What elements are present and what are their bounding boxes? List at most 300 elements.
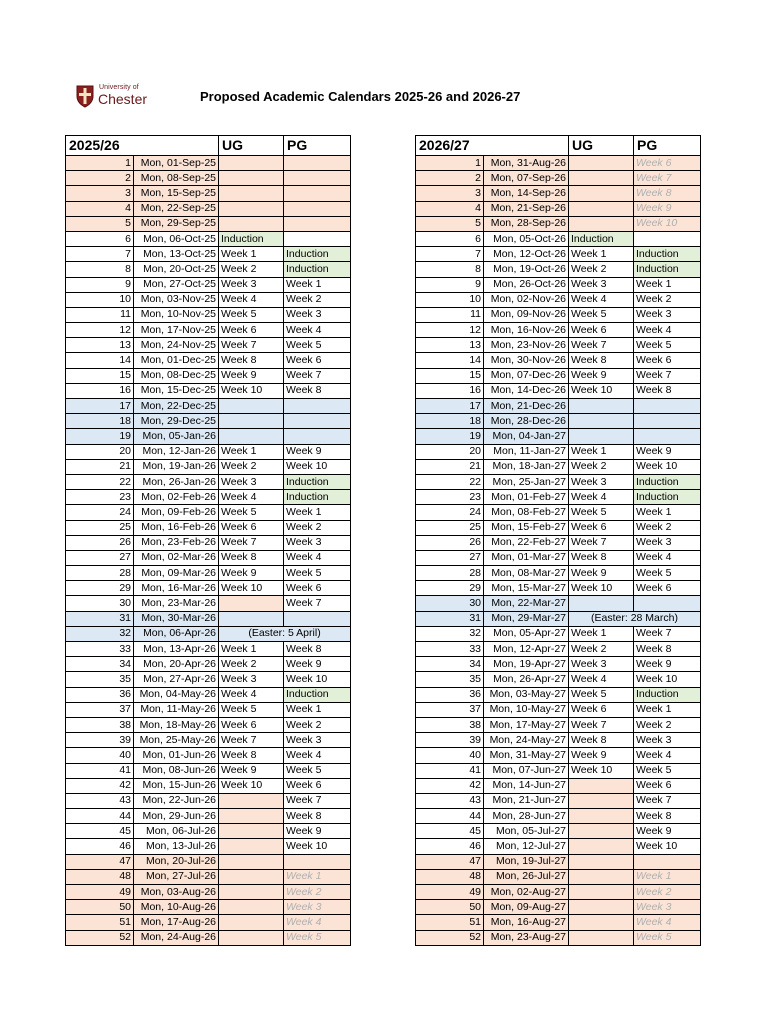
date-cell: Mon, 19-Jan-26: [134, 459, 219, 474]
date-cell: Mon, 13-Jul-26: [134, 839, 219, 854]
date-cell: Mon, 18-Jan-27: [484, 459, 569, 474]
table-row: [66, 307, 351, 322]
ug-cell: [569, 596, 634, 611]
pg-cell: Week 9: [634, 444, 701, 459]
ug-header: UG: [219, 136, 284, 156]
pg-cell: [284, 156, 351, 171]
pg-cell: [634, 399, 701, 414]
pg-header: PG: [634, 136, 701, 156]
ug-cell: [569, 839, 634, 854]
pg-cell: [634, 429, 701, 444]
week-number-cell: 18: [66, 414, 134, 429]
week-number-cell: 34: [66, 657, 134, 672]
ug-cell: Week 10: [569, 383, 634, 398]
week-number-cell: 41: [416, 763, 484, 778]
week-number-cell: 30: [416, 596, 484, 611]
table-row: [416, 368, 701, 383]
pg-cell: Week 6: [284, 581, 351, 596]
table-row: [416, 550, 701, 565]
week-number-cell: 45: [416, 824, 484, 839]
table-row: [416, 581, 701, 596]
week-number-cell: 35: [416, 672, 484, 687]
table-row: [66, 915, 351, 930]
year-header: 2026/27: [416, 136, 569, 156]
date-cell: Mon, 28-Dec-26: [484, 414, 569, 429]
ug-cell: [569, 216, 634, 231]
pg-cell: Induction: [634, 490, 701, 505]
ug-cell: Week 4: [219, 292, 284, 307]
ug-cell: Week 1: [219, 642, 284, 657]
week-number-cell: 51: [66, 915, 134, 930]
date-cell: Mon, 08-Dec-25: [134, 368, 219, 383]
table-row: [66, 869, 351, 884]
table-row: [66, 353, 351, 368]
pg-cell: [634, 231, 701, 246]
week-number-cell: 44: [416, 809, 484, 824]
table-row: [416, 642, 701, 657]
week-number-cell: 11: [416, 307, 484, 322]
date-cell: Mon, 26-Oct-26: [484, 277, 569, 292]
pg-cell: [284, 611, 351, 626]
week-number-cell: 3: [416, 186, 484, 201]
pg-cell: Induction: [284, 247, 351, 262]
table-header-row: [416, 136, 701, 156]
week-number-cell: 9: [416, 277, 484, 292]
ug-cell: Week 3: [219, 672, 284, 687]
pg-cell: Week 3: [634, 733, 701, 748]
date-cell: Mon, 08-Feb-27: [484, 505, 569, 520]
table-row: [66, 399, 351, 414]
date-cell: Mon, 01-Sep-25: [134, 156, 219, 171]
date-cell: Mon, 26-Jul-27: [484, 869, 569, 884]
week-number-cell: 50: [66, 900, 134, 915]
pg-cell: Week 1: [284, 505, 351, 520]
table-row: [66, 733, 351, 748]
pg-cell: Week 5: [284, 930, 351, 945]
pg-cell: Week 8: [634, 809, 701, 824]
ug-cell: [569, 854, 634, 869]
ug-cell: Week 1: [219, 247, 284, 262]
ug-cell: Week 1: [219, 444, 284, 459]
date-cell: Mon, 27-Apr-26: [134, 672, 219, 687]
date-cell: Mon, 20-Apr-26: [134, 657, 219, 672]
ug-cell: Week 4: [569, 490, 634, 505]
pg-cell: [284, 429, 351, 444]
date-cell: Mon, 15-Dec-25: [134, 383, 219, 398]
date-cell: Mon, 19-Apr-27: [484, 657, 569, 672]
table-row: [66, 748, 351, 763]
ug-cell: Week 2: [569, 459, 634, 474]
date-cell: Mon, 20-Jul-26: [134, 854, 219, 869]
date-cell: Mon, 25-Jan-27: [484, 474, 569, 489]
pg-cell: Week 3: [284, 535, 351, 550]
date-cell: Mon, 05-Oct-26: [484, 231, 569, 246]
week-number-cell: 51: [416, 915, 484, 930]
week-number-cell: 2: [416, 171, 484, 186]
ug-cell: Week 9: [569, 748, 634, 763]
date-cell: Mon, 06-Apr-26: [134, 626, 219, 641]
week-number-cell: 24: [66, 505, 134, 520]
week-number-cell: 13: [66, 338, 134, 353]
table-row: [416, 626, 701, 641]
ug-cell: Week 8: [569, 550, 634, 565]
ug-cell: Week 2: [219, 657, 284, 672]
table-row: [66, 505, 351, 520]
date-cell: Mon, 26-Apr-27: [484, 672, 569, 687]
table-row: [66, 809, 351, 824]
date-cell: Mon, 20-Oct-25: [134, 262, 219, 277]
date-cell: Mon, 08-Mar-27: [484, 566, 569, 581]
date-cell: Mon, 23-Feb-26: [134, 535, 219, 550]
table-row: [416, 657, 701, 672]
table-row: [66, 596, 351, 611]
table-row: [66, 323, 351, 338]
table-row: [416, 292, 701, 307]
date-cell: Mon, 08-Jun-26: [134, 763, 219, 778]
date-cell: Mon, 07-Jun-27: [484, 763, 569, 778]
ug-cell: [569, 915, 634, 930]
table-row: [416, 687, 701, 702]
date-cell: Mon, 22-Jun-26: [134, 793, 219, 808]
week-number-cell: 52: [66, 930, 134, 945]
week-number-cell: 47: [66, 854, 134, 869]
pg-cell: Week 8: [634, 186, 701, 201]
university-logo: [75, 84, 159, 110]
table-row: [66, 581, 351, 596]
table-row: [66, 550, 351, 565]
ug-cell: Week 5: [569, 307, 634, 322]
ug-cell: [219, 186, 284, 201]
ug-cell: Week 3: [219, 474, 284, 489]
ug-cell: Week 1: [569, 444, 634, 459]
pg-cell: Induction: [634, 247, 701, 262]
pg-cell: Week 5: [634, 763, 701, 778]
week-number-cell: 12: [416, 323, 484, 338]
table-row: [416, 854, 701, 869]
pg-cell: Week 3: [634, 307, 701, 322]
ug-cell: [219, 201, 284, 216]
pg-cell: Week 6: [634, 353, 701, 368]
date-cell: Mon, 07-Sep-26: [484, 171, 569, 186]
pg-cell: Week 7: [634, 793, 701, 808]
ug-cell: [569, 930, 634, 945]
ug-cell: Week 9: [219, 566, 284, 581]
ug-cell: Week 7: [219, 535, 284, 550]
pg-cell: Week 8: [284, 383, 351, 398]
pg-cell: Week 6: [634, 778, 701, 793]
table-row: [416, 201, 701, 216]
ug-cell: Week 5: [569, 505, 634, 520]
date-cell: Mon, 01-Jun-26: [134, 748, 219, 763]
date-cell: Mon, 29-Jun-26: [134, 809, 219, 824]
pg-cell: Week 10: [284, 459, 351, 474]
table-row: [416, 323, 701, 338]
week-number-cell: 17: [416, 399, 484, 414]
calendar-table-2025-26: [65, 135, 351, 946]
pg-cell: Induction: [284, 490, 351, 505]
week-number-cell: 3: [66, 186, 134, 201]
date-cell: Mon, 28-Jun-27: [484, 809, 569, 824]
week-number-cell: 37: [416, 702, 484, 717]
date-cell: Mon, 27-Jul-26: [134, 869, 219, 884]
pg-cell: Week 1: [634, 277, 701, 292]
ug-cell: Week 6: [219, 717, 284, 732]
table-row: [416, 885, 701, 900]
week-number-cell: 31: [66, 611, 134, 626]
pg-cell: Week 10: [634, 216, 701, 231]
table-row: [66, 687, 351, 702]
ug-cell: [219, 429, 284, 444]
logo-line1: University of: [99, 84, 139, 91]
date-cell: Mon, 01-Dec-25: [134, 353, 219, 368]
table-row: [66, 793, 351, 808]
ug-cell: [569, 885, 634, 900]
pg-cell: Week 1: [634, 869, 701, 884]
date-cell: Mon, 01-Mar-27: [484, 550, 569, 565]
ug-cell: Week 5: [569, 687, 634, 702]
date-cell: Mon, 31-Aug-26: [484, 156, 569, 171]
ug-cell: Week 5: [219, 702, 284, 717]
week-number-cell: 50: [416, 900, 484, 915]
week-number-cell: 29: [416, 581, 484, 596]
week-number-cell: 39: [66, 733, 134, 748]
table-row: [416, 702, 701, 717]
date-cell: Mon, 11-May-26: [134, 702, 219, 717]
ug-cell: Week 6: [219, 520, 284, 535]
table-row: [66, 414, 351, 429]
date-cell: Mon, 29-Sep-25: [134, 216, 219, 231]
ug-cell: Week 9: [219, 763, 284, 778]
date-cell: Mon, 29-Dec-25: [134, 414, 219, 429]
table-row: [416, 231, 701, 246]
week-number-cell: 29: [66, 581, 134, 596]
pg-cell: Week 7: [284, 596, 351, 611]
page-title: Proposed Academic Calendars 2025-26 and 2026-27: [200, 89, 521, 104]
date-cell: Mon, 14-Jun-27: [484, 778, 569, 793]
date-cell: Mon, 13-Apr-26: [134, 642, 219, 657]
date-cell: Mon, 12-Oct-26: [484, 247, 569, 262]
week-number-cell: 34: [416, 657, 484, 672]
date-cell: Mon, 10-Aug-26: [134, 900, 219, 915]
table-row: [66, 824, 351, 839]
date-cell: Mon, 09-Nov-26: [484, 307, 569, 322]
ug-cell: Week 2: [569, 262, 634, 277]
date-cell: Mon, 12-Apr-27: [484, 642, 569, 657]
pg-cell: Week 4: [284, 550, 351, 565]
ug-cell: [219, 915, 284, 930]
table-row: [416, 444, 701, 459]
ug-cell: [569, 778, 634, 793]
ug-cell: Week 3: [569, 657, 634, 672]
pg-cell: Week 3: [284, 900, 351, 915]
date-cell: Mon, 02-Aug-27: [484, 885, 569, 900]
pg-cell: Induction: [634, 687, 701, 702]
ug-cell: [569, 399, 634, 414]
week-number-cell: 18: [416, 414, 484, 429]
pg-cell: [634, 596, 701, 611]
date-cell: Mon, 16-Mar-26: [134, 581, 219, 596]
week-number-cell: 26: [66, 535, 134, 550]
ug-cell: [569, 201, 634, 216]
ug-cell: [569, 429, 634, 444]
pg-cell: Week 10: [284, 672, 351, 687]
table-row: [416, 869, 701, 884]
table-row: [66, 231, 351, 246]
table-row: [416, 338, 701, 353]
table-row: [66, 292, 351, 307]
ug-cell: [219, 824, 284, 839]
pg-cell: Week 1: [284, 277, 351, 292]
pg-cell: Week 1: [284, 869, 351, 884]
date-cell: Mon, 21-Jun-27: [484, 793, 569, 808]
table-row: [66, 642, 351, 657]
table-row: [66, 854, 351, 869]
ug-cell: [219, 399, 284, 414]
pg-cell: [634, 854, 701, 869]
pg-cell: [284, 231, 351, 246]
table-row: [416, 748, 701, 763]
pg-cell: Week 9: [634, 824, 701, 839]
week-number-cell: 14: [66, 353, 134, 368]
ug-cell: [569, 809, 634, 824]
pg-cell: Week 1: [634, 702, 701, 717]
week-number-cell: 43: [66, 793, 134, 808]
week-number-cell: 4: [66, 201, 134, 216]
ug-cell: Week 9: [219, 368, 284, 383]
pg-cell: [284, 399, 351, 414]
ug-cell: [219, 171, 284, 186]
table-row: [66, 657, 351, 672]
ug-cell: Week 8: [569, 733, 634, 748]
pg-cell: [634, 414, 701, 429]
ug-cell: Week 4: [219, 687, 284, 702]
table-row: [416, 156, 701, 171]
table-row: [66, 490, 351, 505]
ug-cell: Week 7: [569, 535, 634, 550]
date-cell: Mon, 09-Feb-26: [134, 505, 219, 520]
table-row: [66, 930, 351, 945]
pg-cell: Week 1: [634, 505, 701, 520]
date-cell: Mon, 24-May-27: [484, 733, 569, 748]
pg-cell: Week 9: [284, 824, 351, 839]
week-number-cell: 19: [66, 429, 134, 444]
date-cell: Mon, 03-Nov-25: [134, 292, 219, 307]
pg-cell: Week 5: [284, 763, 351, 778]
week-number-cell: 11: [66, 307, 134, 322]
date-cell: Mon, 19-Oct-26: [484, 262, 569, 277]
date-cell: Mon, 24-Nov-25: [134, 338, 219, 353]
week-number-cell: 7: [416, 247, 484, 262]
date-cell: Mon, 22-Feb-27: [484, 535, 569, 550]
date-cell: Mon, 15-Sep-25: [134, 186, 219, 201]
pg-cell: Week 4: [634, 323, 701, 338]
ug-cell: Week 2: [219, 262, 284, 277]
table-row: [416, 733, 701, 748]
ug-cell: [569, 824, 634, 839]
ug-cell: [219, 414, 284, 429]
date-cell: Mon, 23-Nov-26: [484, 338, 569, 353]
pg-cell: [284, 854, 351, 869]
week-number-cell: 23: [66, 490, 134, 505]
table-row: [66, 262, 351, 277]
table-row: [66, 459, 351, 474]
pg-cell: Week 8: [634, 383, 701, 398]
date-cell: Mon, 14-Sep-26: [484, 186, 569, 201]
ug-cell: Week 10: [219, 778, 284, 793]
ug-cell: Week 1: [569, 247, 634, 262]
week-number-cell: 32: [66, 626, 134, 641]
ug-cell: Week 3: [569, 277, 634, 292]
table-row: [66, 216, 351, 231]
week-number-cell: 27: [416, 550, 484, 565]
date-cell: Mon, 05-Jul-27: [484, 824, 569, 839]
week-number-cell: 2: [66, 171, 134, 186]
week-number-cell: 24: [416, 505, 484, 520]
table-row: [66, 247, 351, 262]
week-number-cell: 45: [66, 824, 134, 839]
year-header: 2025/26: [66, 136, 219, 156]
table-row: [416, 262, 701, 277]
table-row: [66, 535, 351, 550]
ug-cell: Week 8: [569, 353, 634, 368]
pg-cell: Week 9: [284, 657, 351, 672]
ug-cell: Week 6: [219, 323, 284, 338]
pg-header: PG: [284, 136, 351, 156]
date-cell: Mon, 15-Mar-27: [484, 581, 569, 596]
ug-cell: [569, 793, 634, 808]
ug-cell: [219, 596, 284, 611]
table-row: [66, 566, 351, 581]
table-row: [66, 171, 351, 186]
date-cell: Mon, 04-Jan-27: [484, 429, 569, 444]
ug-cell: [219, 611, 284, 626]
ug-cell: Week 2: [219, 459, 284, 474]
week-number-cell: 36: [416, 687, 484, 702]
date-cell: Mon, 03-May-27: [484, 687, 569, 702]
table-row: [416, 383, 701, 398]
week-number-cell: 28: [66, 566, 134, 581]
ug-cell: Week 4: [569, 672, 634, 687]
pg-cell: [284, 186, 351, 201]
pg-cell: Week 4: [634, 748, 701, 763]
pg-cell: Week 5: [284, 338, 351, 353]
date-cell: Mon, 26-Jan-26: [134, 474, 219, 489]
week-number-cell: 21: [416, 459, 484, 474]
table-row: [416, 307, 701, 322]
week-number-cell: 40: [66, 748, 134, 763]
date-cell: Mon, 12-Jul-27: [484, 839, 569, 854]
pg-cell: Week 2: [634, 292, 701, 307]
pg-cell: Induction: [634, 474, 701, 489]
table-row: [416, 535, 701, 550]
ug-cell: Induction: [219, 231, 284, 246]
week-number-cell: 16: [66, 383, 134, 398]
table-row: [416, 247, 701, 262]
week-number-cell: 16: [416, 383, 484, 398]
ug-cell: Week 1: [569, 626, 634, 641]
date-cell: Mon, 18-May-26: [134, 717, 219, 732]
pg-cell: Week 2: [284, 717, 351, 732]
date-cell: Mon, 25-May-26: [134, 733, 219, 748]
ug-cell: [219, 885, 284, 900]
table-row: [66, 368, 351, 383]
table-row: [66, 778, 351, 793]
pg-cell: Week 10: [284, 839, 351, 854]
table-row: [416, 459, 701, 474]
table-row: [66, 672, 351, 687]
pg-cell: Week 5: [634, 566, 701, 581]
date-cell: Mon, 15-Jun-26: [134, 778, 219, 793]
